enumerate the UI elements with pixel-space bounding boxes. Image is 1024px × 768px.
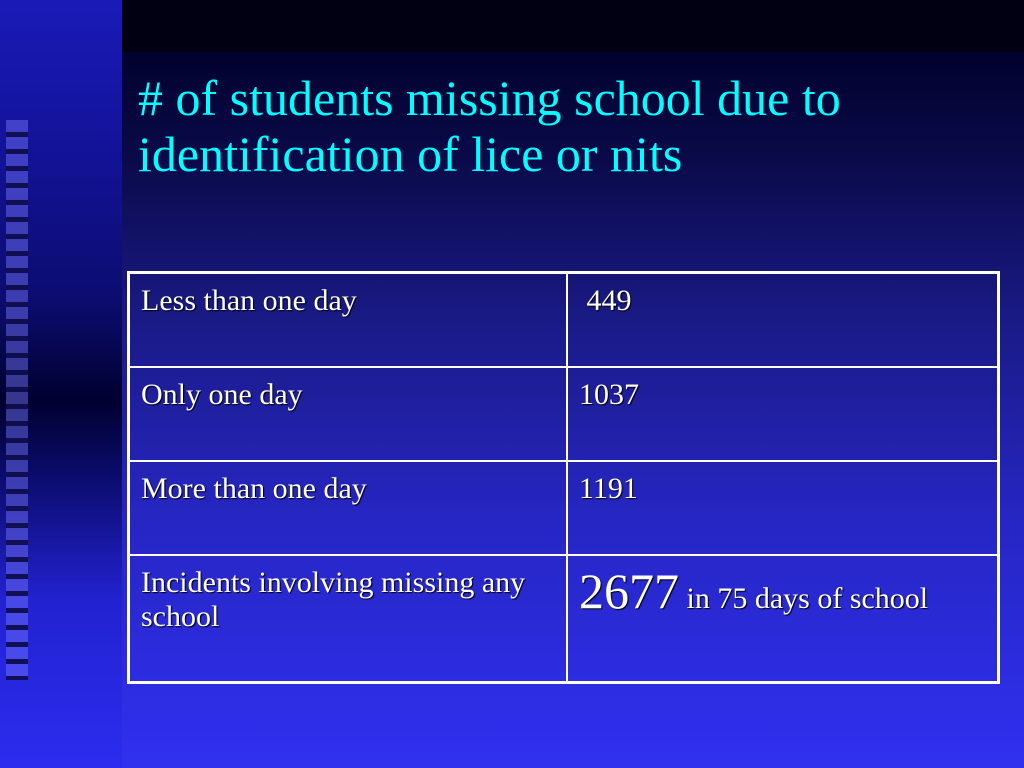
table-row — [129, 555, 999, 683]
table-row — [129, 461, 999, 555]
row-value: 1037 — [567, 367, 999, 461]
total-number: 2677 — [579, 563, 679, 619]
total-suffix: in 75 days of school — [679, 582, 929, 615]
value-text: 449 — [579, 284, 632, 317]
slide-title: # of students missing school due to identification of lice or nits — [138, 70, 841, 182]
decorative-squares — [6, 120, 28, 680]
row-label: More than one day — [129, 461, 568, 555]
row-value: 1191 — [567, 461, 999, 555]
row-label: Only one day — [129, 367, 568, 461]
table-row — [129, 367, 999, 461]
table-row — [129, 273, 999, 368]
top-bar — [0, 0, 1024, 52]
row-label: Less than one day — [129, 273, 568, 368]
absence-table — [127, 271, 1000, 684]
row-value — [567, 555, 999, 683]
row-value — [567, 273, 999, 368]
row-label: Incidents involving missing any school — [129, 555, 568, 683]
